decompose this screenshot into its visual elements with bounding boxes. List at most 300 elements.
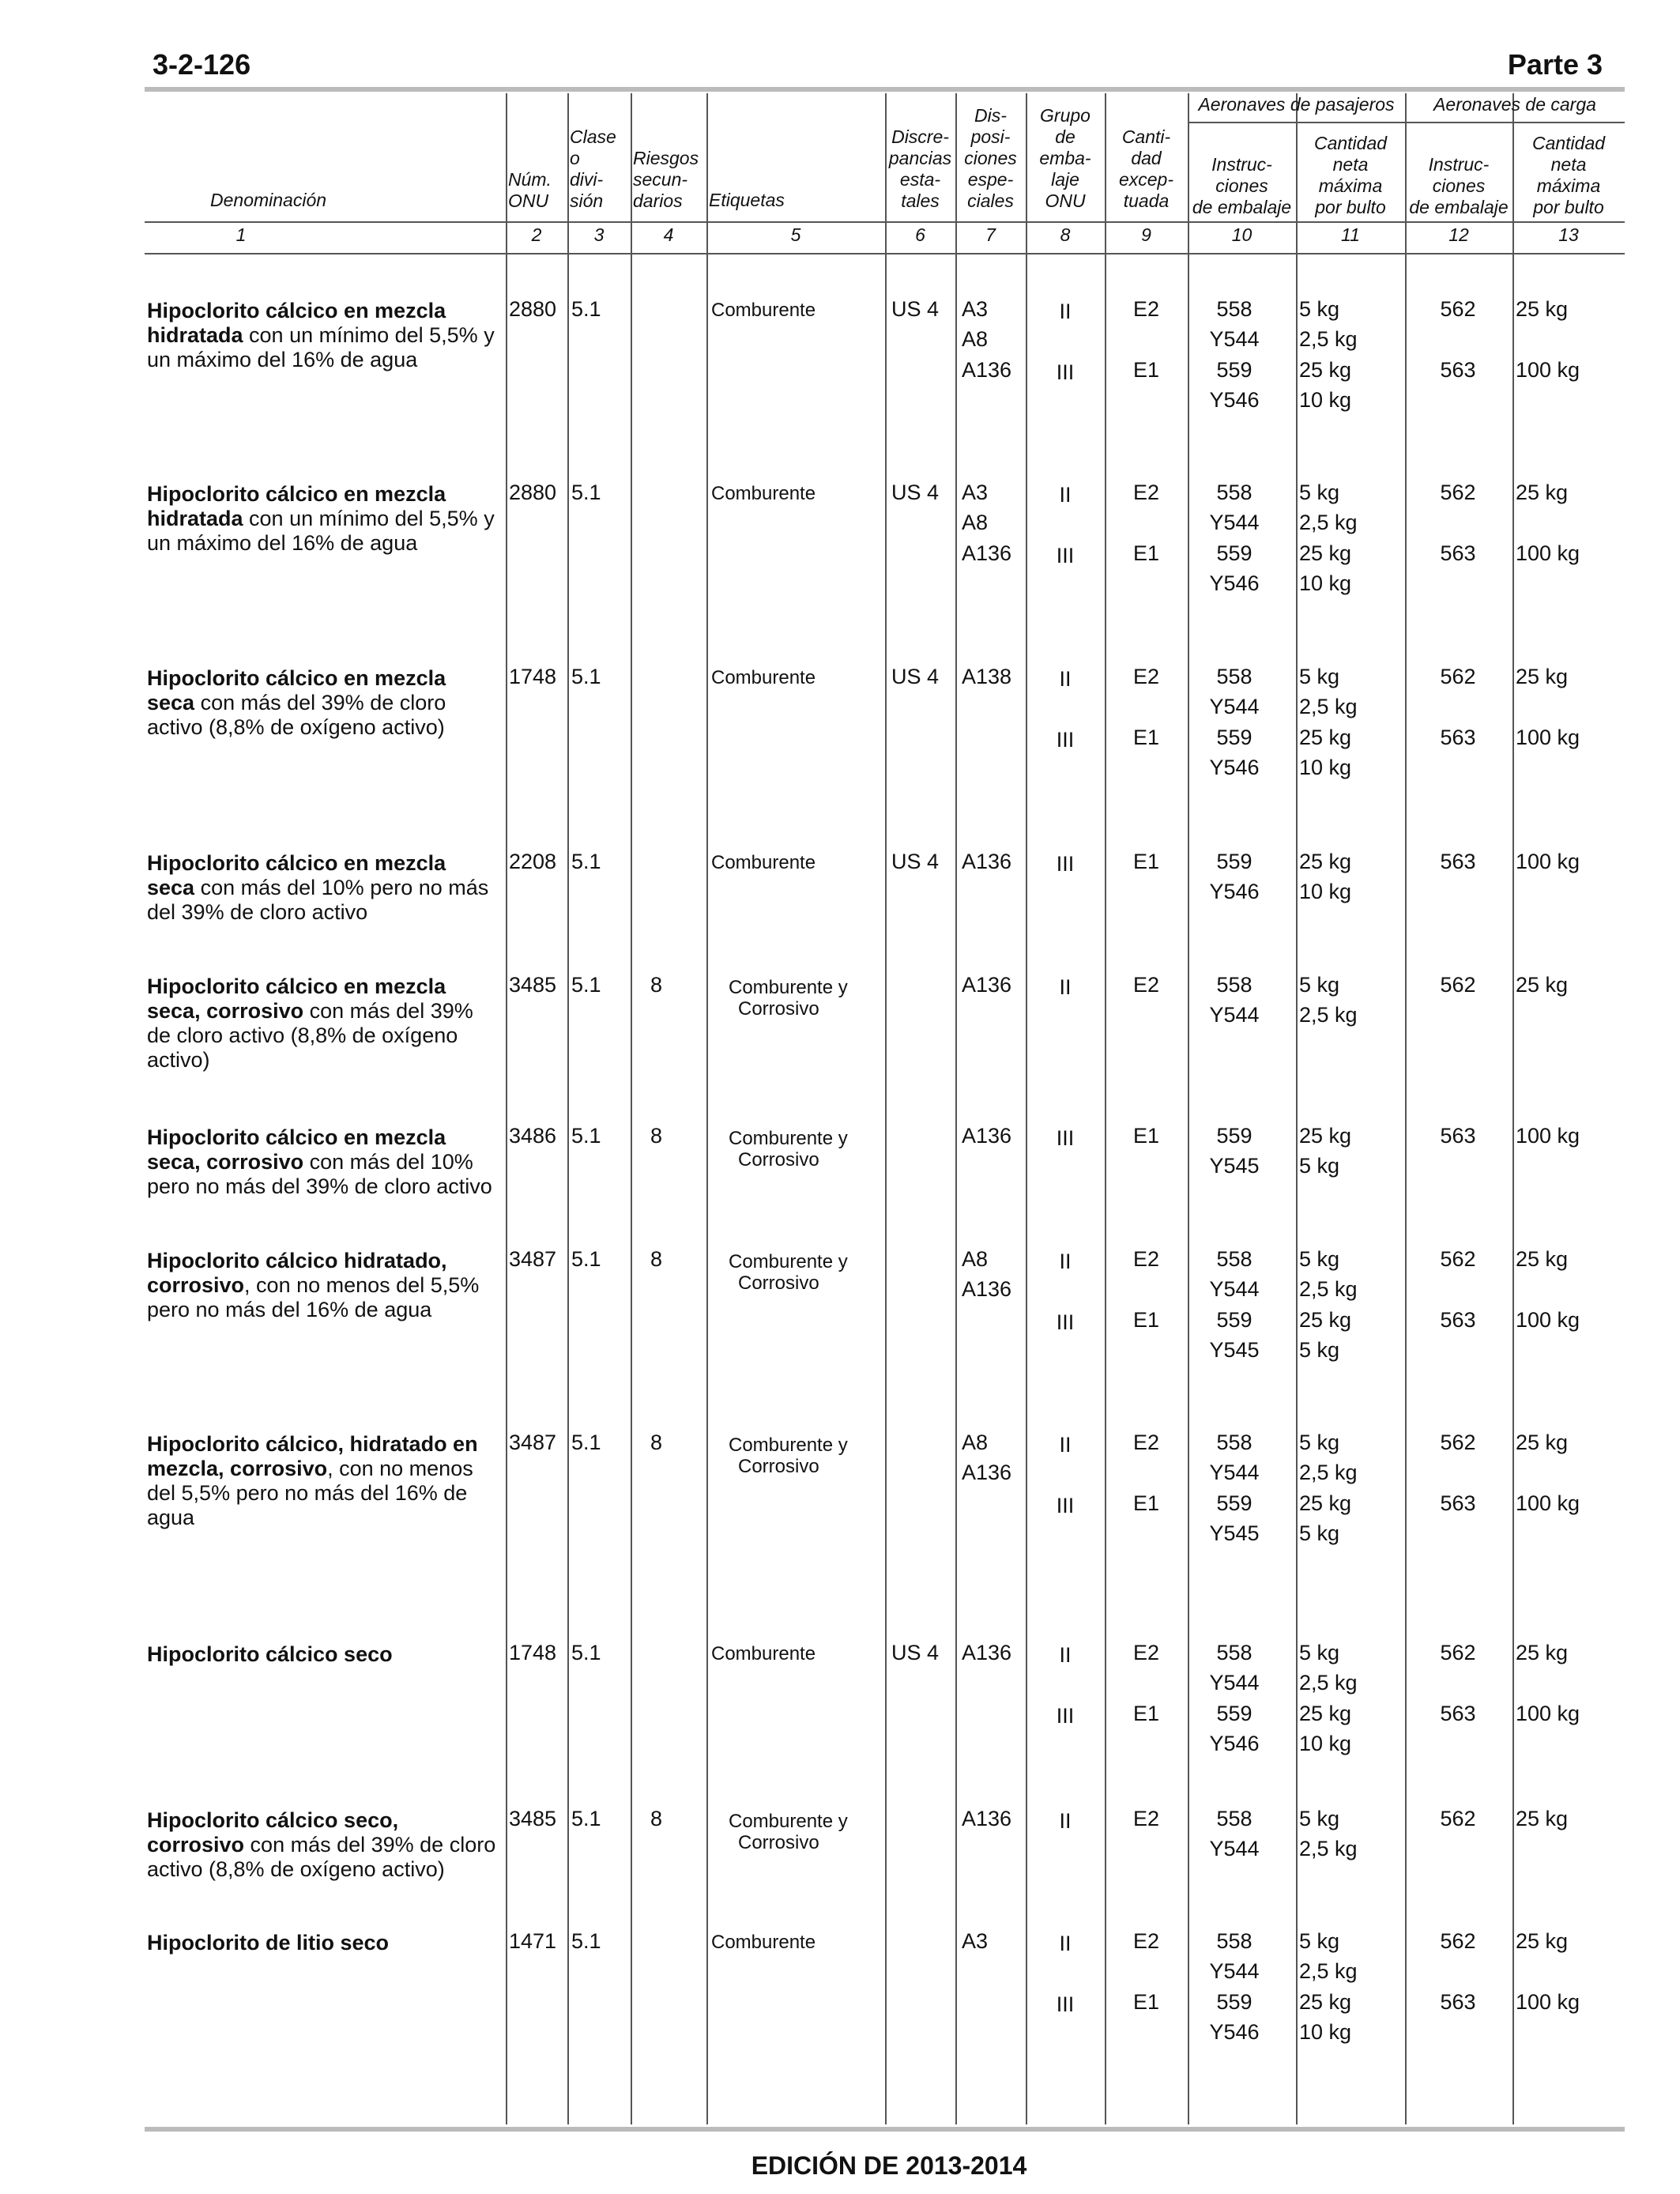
special-provision: A3 xyxy=(962,297,989,321)
substance-name xyxy=(147,1249,499,1322)
header-label: o xyxy=(570,148,580,168)
column-rule xyxy=(885,93,887,2124)
passenger-max-quantity: 5 kg xyxy=(1299,1929,1340,1953)
header-label: ciones xyxy=(1215,175,1268,196)
cargo-max-quantity: 100 kg xyxy=(1516,1702,1580,1725)
passenger-max-quantity: 2,5 kg xyxy=(1299,1959,1358,1983)
header-label: emba- xyxy=(1039,148,1091,168)
substance-name-bold: Hipoclorito cálcico en mezcla hidratada xyxy=(147,299,446,347)
header-label: Instruc- xyxy=(1211,154,1272,175)
substance-name xyxy=(147,666,499,740)
cargo-packing-instruction: 562 xyxy=(1440,1807,1476,1830)
passenger-max-quantity: 2,5 kg xyxy=(1299,1461,1358,1484)
excepted-quantity: E2 xyxy=(1132,665,1160,688)
header-label: dad xyxy=(1131,148,1162,168)
packing-group: III xyxy=(1056,1704,1075,1728)
passenger-max-quantity: 2,5 kg xyxy=(1299,695,1358,718)
packing-group: III xyxy=(1056,728,1075,752)
class-division: 5.1 xyxy=(571,481,601,504)
header-label: espe- xyxy=(967,169,1014,190)
packing-group: II xyxy=(1059,1932,1072,1955)
class-division: 5.1 xyxy=(571,1124,601,1148)
passenger-packing-instruction: 558 xyxy=(1216,665,1252,688)
cargo-packing-instruction: 562 xyxy=(1440,1247,1476,1271)
column-number: 10 xyxy=(1231,224,1252,245)
un-number: 3485 xyxy=(509,973,557,997)
packing-group: II xyxy=(1059,667,1072,691)
substance-name-detail: con un mínimo del 5,5% y un máximo del 16% de agua xyxy=(147,507,495,555)
substance-name-detail: con más del 39% de cloro activo (8,8% de oxígeno activo) xyxy=(147,1833,496,1881)
state-variation: US 4 xyxy=(891,1641,940,1664)
hazard-label: Comburente y xyxy=(729,1128,848,1149)
header-label: darios xyxy=(633,190,683,211)
class-division: 5.1 xyxy=(571,1641,601,1664)
class-division: 5.1 xyxy=(571,1929,601,1953)
passenger-packing-instruction: 558 xyxy=(1216,1641,1252,1664)
substance-name xyxy=(147,1808,499,1882)
packing-group: II xyxy=(1059,1250,1072,1273)
substance-name-bold: Hipoclorito cálcico en mezcla seca xyxy=(147,666,446,714)
passenger-max-quantity: 5 kg xyxy=(1299,1338,1340,1362)
subsidiary-risk: 8 xyxy=(650,1807,663,1830)
special-provision: A136 xyxy=(962,1641,1012,1664)
passenger-max-quantity: 25 kg xyxy=(1299,1491,1352,1515)
un-number: 1748 xyxy=(509,665,557,688)
excepted-quantity: E1 xyxy=(1132,1990,1160,2014)
subsidiary-risk: 8 xyxy=(650,1431,663,1454)
cargo-packing-instruction: 562 xyxy=(1440,481,1476,504)
cargo-max-quantity: 100 kg xyxy=(1516,541,1580,565)
passenger-packing-instruction: Y544 xyxy=(1209,327,1260,351)
passenger-max-quantity: 2,5 kg xyxy=(1299,1003,1358,1027)
special-provision: A8 xyxy=(962,1247,989,1271)
passenger-packing-instruction: 559 xyxy=(1216,1308,1252,1332)
special-provision: A8 xyxy=(962,1431,989,1454)
header-label: divi- xyxy=(570,169,604,190)
un-number: 2208 xyxy=(509,850,557,873)
passenger-packing-instruction: 559 xyxy=(1216,1124,1252,1148)
cargo-packing-instruction: 562 xyxy=(1440,297,1476,321)
header-label: neta xyxy=(1550,154,1587,175)
column-rule xyxy=(1296,93,1298,2124)
header-label: laje xyxy=(1051,169,1079,190)
header-label: Cantidad xyxy=(1313,133,1388,153)
special-provision: A138 xyxy=(962,665,1012,688)
header-label: de xyxy=(1055,126,1075,147)
header-label: Grupo xyxy=(1040,105,1090,126)
passenger-max-quantity: 5 kg xyxy=(1299,665,1340,688)
header-label: sión xyxy=(570,190,604,211)
substance-name-detail: con más del 10% pero no más del 39% de cloro activo xyxy=(147,876,489,924)
passenger-packing-instruction: Y545 xyxy=(1209,1338,1260,1362)
passenger-max-quantity: 5 kg xyxy=(1299,1641,1340,1664)
excepted-quantity: E1 xyxy=(1132,358,1160,382)
bottom-rule xyxy=(145,2127,1625,2132)
passenger-max-quantity: 5 kg xyxy=(1299,1807,1340,1830)
passenger-packing-instruction: Y546 xyxy=(1209,1732,1260,1755)
excepted-quantity: E2 xyxy=(1132,297,1160,321)
column-rule xyxy=(506,93,507,2124)
cargo-packing-instruction: 563 xyxy=(1440,358,1476,382)
header-label: por bulto xyxy=(1533,197,1604,217)
cargo-max-quantity: 25 kg xyxy=(1516,297,1569,321)
passenger-max-quantity: 25 kg xyxy=(1299,726,1352,749)
cargo-max-quantity: 25 kg xyxy=(1516,1247,1569,1271)
passenger-packing-instruction: Y546 xyxy=(1209,2020,1260,2044)
passenger-max-quantity: 5 kg xyxy=(1299,973,1340,997)
passenger-packing-instruction: 559 xyxy=(1216,1491,1252,1515)
packing-group: III xyxy=(1056,1494,1075,1517)
excepted-quantity: E1 xyxy=(1132,726,1160,749)
passenger-packing-instruction: 558 xyxy=(1216,1807,1252,1830)
excepted-quantity: E1 xyxy=(1132,850,1160,873)
cargo-max-quantity: 100 kg xyxy=(1516,726,1580,749)
header-label: máxima xyxy=(1536,175,1601,196)
substance-name-detail: con más del 39% de cloro activo (8,8% de oxígeno activo) xyxy=(147,999,473,1072)
substance-name-bold: Hipoclorito cálcico en mezcla seca, corrosivo xyxy=(147,974,446,1023)
un-number: 3486 xyxy=(509,1124,557,1148)
passenger-packing-instruction: 559 xyxy=(1216,1990,1252,2014)
passenger-packing-instruction: Y546 xyxy=(1209,571,1260,595)
substance-name xyxy=(147,299,499,372)
un-number: 3487 xyxy=(509,1431,557,1454)
packing-group: III xyxy=(1056,360,1075,384)
passenger-max-quantity: 25 kg xyxy=(1299,1990,1352,2014)
header-label: pancias xyxy=(888,148,952,168)
excepted-quantity: E2 xyxy=(1132,1641,1160,1664)
passenger-packing-instruction: Y544 xyxy=(1209,511,1260,534)
special-provision: A8 xyxy=(962,327,989,351)
substance-name-bold: Hipoclorito cálcico en mezcla hidratada xyxy=(147,482,446,530)
excepted-quantity: E2 xyxy=(1132,1431,1160,1454)
passenger-max-quantity: 5 kg xyxy=(1299,1247,1340,1271)
packing-group: II xyxy=(1059,1643,1072,1667)
substance-name-bold: Hipoclorito cálcico seco, corrosivo xyxy=(147,1808,399,1857)
column-rule xyxy=(1512,93,1514,2124)
passenger-max-quantity: 25 kg xyxy=(1299,358,1352,382)
excepted-quantity: E1 xyxy=(1132,1491,1160,1515)
packing-group: II xyxy=(1059,483,1072,507)
un-number: 3485 xyxy=(509,1807,557,1830)
state-variation: US 4 xyxy=(891,850,940,873)
excepted-quantity: E1 xyxy=(1132,1702,1160,1725)
passenger-max-quantity: 2,5 kg xyxy=(1299,511,1358,534)
cargo-packing-instruction: 563 xyxy=(1440,1491,1476,1515)
passenger-packing-instruction: 558 xyxy=(1216,1431,1252,1454)
class-division: 5.1 xyxy=(571,1807,601,1830)
passenger-packing-instruction: Y545 xyxy=(1209,1521,1260,1545)
cargo-max-quantity: 100 kg xyxy=(1516,1308,1580,1332)
special-provision: A3 xyxy=(962,1929,989,1953)
subsidiary-risk: 8 xyxy=(650,1247,663,1271)
passenger-packing-instruction: Y544 xyxy=(1209,1461,1260,1484)
passenger-packing-instruction: 558 xyxy=(1216,973,1252,997)
hazard-label: Comburente xyxy=(711,852,816,873)
un-number: 2880 xyxy=(509,297,557,321)
cargo-packing-instruction: 562 xyxy=(1440,1431,1476,1454)
passenger-packing-instruction: Y546 xyxy=(1209,756,1260,779)
passenger-max-quantity: 5 kg xyxy=(1299,1521,1340,1545)
class-division: 5.1 xyxy=(571,850,601,873)
passenger-packing-instruction: 559 xyxy=(1216,541,1252,565)
passenger-max-quantity: 2,5 kg xyxy=(1299,1837,1358,1860)
packing-group: II xyxy=(1059,300,1072,323)
substance-name-detail: con más del 10% pero no más del 39% de cloro activo xyxy=(147,1150,492,1198)
passenger-packing-instruction: Y544 xyxy=(1209,695,1260,718)
un-number: 2880 xyxy=(509,481,557,504)
packing-group: III xyxy=(1056,1126,1075,1150)
special-provision: A136 xyxy=(962,850,1012,873)
substance-name xyxy=(147,974,499,1072)
packing-group: III xyxy=(1056,852,1075,876)
top-rule xyxy=(145,87,1625,92)
cargo-max-quantity: 25 kg xyxy=(1516,1431,1569,1454)
passenger-max-quantity: 10 kg xyxy=(1299,880,1352,903)
state-variation: US 4 xyxy=(891,481,940,504)
excepted-quantity: E2 xyxy=(1132,973,1160,997)
header-label: posi- xyxy=(970,126,1011,147)
class-division: 5.1 xyxy=(571,297,601,321)
cargo-max-quantity: 25 kg xyxy=(1516,481,1569,504)
passenger-max-quantity: 5 kg xyxy=(1299,1154,1340,1178)
cargo-packing-instruction: 563 xyxy=(1440,541,1476,565)
column-rule xyxy=(631,93,632,2124)
special-provision: A136 xyxy=(962,358,1012,382)
packing-group: III xyxy=(1056,544,1075,567)
substance-name-detail: , con no menos del 5,5% pero no más del 16% de agua xyxy=(147,1273,480,1321)
passenger-max-quantity: 10 kg xyxy=(1299,571,1352,595)
column-number: 9 xyxy=(1141,224,1151,245)
cargo-packing-instruction: 563 xyxy=(1440,850,1476,873)
header-label: de embalaje xyxy=(1409,197,1509,217)
special-provision: A136 xyxy=(962,1124,1012,1148)
group-rule xyxy=(1188,122,1625,123)
column-number: 3 xyxy=(593,224,605,245)
header-label: tuada xyxy=(1123,190,1170,211)
special-provision: A136 xyxy=(962,1277,1012,1301)
header-label: ONU xyxy=(508,190,549,211)
passenger-max-quantity: 25 kg xyxy=(1299,1124,1352,1148)
passenger-packing-instruction: Y544 xyxy=(1209,1671,1260,1695)
cargo-max-quantity: 100 kg xyxy=(1516,358,1580,382)
hazard-label: Corrosivo xyxy=(738,998,819,1020)
edition-footer: EDICIÓN DE 2013-2014 xyxy=(751,2151,1027,2180)
cargo-packing-instruction: 563 xyxy=(1440,1702,1476,1725)
hazard-label: Corrosivo xyxy=(738,1832,819,1853)
column-number: 5 xyxy=(790,224,801,245)
state-variation: US 4 xyxy=(891,665,940,688)
passenger-max-quantity: 10 kg xyxy=(1299,2020,1352,2044)
passenger-packing-instruction: Y546 xyxy=(1209,388,1260,412)
excepted-quantity: E2 xyxy=(1132,1807,1160,1830)
special-provision: A8 xyxy=(962,511,989,534)
passenger-max-quantity: 25 kg xyxy=(1299,1702,1352,1725)
column-rule xyxy=(1405,93,1407,2124)
cargo-max-quantity: 25 kg xyxy=(1516,1641,1569,1664)
header-label: Instruc- xyxy=(1428,154,1490,175)
packing-group: II xyxy=(1059,1433,1072,1457)
substance-name-bold: Hipoclorito cálcico en mezcla seca xyxy=(147,851,446,899)
passenger-packing-instruction: 558 xyxy=(1216,1247,1252,1271)
cargo-max-quantity: 100 kg xyxy=(1516,1990,1580,2014)
excepted-quantity: E2 xyxy=(1132,1247,1160,1271)
header-etiquetas: Etiquetas xyxy=(709,190,785,210)
substance-name-bold: Hipoclorito cálcico, hidratado en mezcla, corrosivo xyxy=(147,1432,478,1480)
substance-name xyxy=(147,1125,499,1199)
header-label: Riesgos xyxy=(633,148,699,168)
excepted-quantity: E2 xyxy=(1132,481,1160,504)
header-label: secun- xyxy=(633,169,688,190)
header-label: ciales xyxy=(967,190,1014,211)
hazard-label: Comburente xyxy=(711,1932,816,1953)
part-label: Parte 3 xyxy=(1507,48,1603,81)
passenger-packing-instruction: 559 xyxy=(1216,850,1252,873)
header-label: por bulto xyxy=(1315,197,1386,217)
column-rule xyxy=(1188,93,1189,2124)
column-number: 8 xyxy=(1060,224,1071,245)
column-number: 12 xyxy=(1448,224,1469,245)
cargo-max-quantity: 25 kg xyxy=(1516,665,1569,688)
passenger-max-quantity: 2,5 kg xyxy=(1299,327,1358,351)
hazard-label: Comburente xyxy=(711,300,816,321)
special-provision: A136 xyxy=(962,1461,1012,1484)
subsidiary-risk: 8 xyxy=(650,973,663,997)
passenger-packing-instruction: 558 xyxy=(1216,297,1252,321)
cargo-max-quantity: 25 kg xyxy=(1516,973,1569,997)
header-label: de embalaje xyxy=(1192,197,1292,217)
hazard-label: Comburente xyxy=(711,483,816,504)
cargo-packing-instruction: 563 xyxy=(1440,726,1476,749)
column-rule xyxy=(567,93,569,2124)
header-label: tales xyxy=(901,190,940,211)
column-number: 11 xyxy=(1341,224,1360,245)
special-provision: A136 xyxy=(962,1807,1012,1830)
cargo-packing-instruction: 562 xyxy=(1440,1641,1476,1664)
substance-name-detail: con más del 39% de cloro activo (8,8% de oxígeno activo) xyxy=(147,691,446,739)
un-number: 1748 xyxy=(509,1641,557,1664)
excepted-quantity: E1 xyxy=(1132,1308,1160,1332)
special-provision: A3 xyxy=(962,481,989,504)
header-label: ciones xyxy=(964,148,1017,168)
passenger-packing-instruction: Y546 xyxy=(1209,880,1260,903)
column-number: 13 xyxy=(1558,224,1579,245)
header-label: Clase xyxy=(570,126,616,147)
header-label: esta- xyxy=(899,169,941,190)
passenger-max-quantity: 10 kg xyxy=(1299,1732,1352,1755)
substance-name xyxy=(147,482,499,556)
cargo-packing-instruction: 563 xyxy=(1440,1990,1476,2014)
hazard-label: Corrosivo xyxy=(738,1272,819,1294)
cargo-max-quantity: 25 kg xyxy=(1516,1807,1569,1830)
passenger-packing-instruction: 559 xyxy=(1216,1702,1252,1725)
hazard-label: Corrosivo xyxy=(738,1456,819,1477)
header-denominacion: Denominación xyxy=(210,190,327,210)
column-number: 6 xyxy=(915,224,925,245)
header-label: Núm. xyxy=(508,169,552,190)
number-rule xyxy=(145,253,1625,254)
passenger-packing-instruction: Y544 xyxy=(1209,1277,1260,1301)
substance-name-bold: Hipoclorito cálcico en mezcla seca, corrosivo xyxy=(147,1125,446,1174)
header-label: Cantidad xyxy=(1531,133,1606,153)
passenger-max-quantity: 10 kg xyxy=(1299,388,1352,412)
cargo-packing-instruction: 562 xyxy=(1440,973,1476,997)
passenger-max-quantity: 25 kg xyxy=(1299,541,1352,565)
passenger-max-quantity: 25 kg xyxy=(1299,1308,1352,1332)
passenger-packing-instruction: Y544 xyxy=(1209,1003,1260,1027)
hazard-label: Comburente xyxy=(711,667,816,688)
substance-name xyxy=(147,1432,499,1530)
passenger-max-quantity: 10 kg xyxy=(1299,756,1352,779)
passenger-aircraft-group: Aeronaves de pasajeros xyxy=(1198,94,1395,115)
cargo-max-quantity: 100 kg xyxy=(1516,1491,1580,1515)
hazard-label: Comburente y xyxy=(729,1811,848,1832)
passenger-packing-instruction: 558 xyxy=(1216,481,1252,504)
header-rule xyxy=(145,221,1625,223)
header-label: máxima xyxy=(1318,175,1383,196)
class-division: 5.1 xyxy=(571,973,601,997)
substance-name-bold: Hipoclorito cálcico seco xyxy=(147,1642,393,1666)
page-number: 3-2-126 xyxy=(153,48,251,81)
cargo-aircraft-group: Aeronaves de carga xyxy=(1433,94,1596,115)
passenger-packing-instruction: 558 xyxy=(1216,1929,1252,1953)
cargo-packing-instruction: 563 xyxy=(1440,1308,1476,1332)
packing-group: II xyxy=(1059,1809,1072,1833)
substance-name-bold: Hipoclorito cálcico hidratado, corrosivo xyxy=(147,1249,447,1297)
special-provision: A136 xyxy=(962,973,1012,997)
passenger-max-quantity: 5 kg xyxy=(1299,1431,1340,1454)
state-variation: US 4 xyxy=(891,297,940,321)
passenger-max-quantity: 5 kg xyxy=(1299,481,1340,504)
passenger-max-quantity: 2,5 kg xyxy=(1299,1277,1358,1301)
excepted-quantity: E1 xyxy=(1132,541,1160,565)
header-label: neta xyxy=(1332,154,1369,175)
cargo-max-quantity: 25 kg xyxy=(1516,1929,1569,1953)
column-number: 2 xyxy=(531,224,542,245)
substance-name-detail: con un mínimo del 5,5% y un máximo del 16% de agua xyxy=(147,323,495,371)
hazard-label: Comburente y xyxy=(729,1434,848,1456)
column-number: 1 xyxy=(235,224,247,245)
passenger-packing-instruction: Y544 xyxy=(1209,1837,1260,1860)
passenger-max-quantity: 2,5 kg xyxy=(1299,1671,1358,1695)
column-number: 4 xyxy=(663,224,674,245)
cargo-max-quantity: 100 kg xyxy=(1516,850,1580,873)
column-rule xyxy=(955,93,957,2124)
class-division: 5.1 xyxy=(571,1247,601,1271)
class-division: 5.1 xyxy=(571,1431,601,1454)
subsidiary-risk: 8 xyxy=(650,1124,663,1148)
un-number: 1471 xyxy=(509,1929,557,1953)
excepted-quantity: E1 xyxy=(1132,1124,1160,1148)
column-number: 7 xyxy=(985,224,996,245)
special-provision: A136 xyxy=(962,541,1012,565)
header-label: ONU xyxy=(1045,190,1086,211)
cargo-packing-instruction: 563 xyxy=(1440,1124,1476,1148)
header-label: Canti- xyxy=(1121,126,1171,147)
hazard-label: Comburente y xyxy=(729,977,848,998)
un-number: 3487 xyxy=(509,1247,557,1271)
packing-group: III xyxy=(1056,1992,1075,2016)
passenger-packing-instruction: 559 xyxy=(1216,358,1252,382)
hazard-label: Comburente y xyxy=(729,1251,848,1272)
substance-name-bold: Hipoclorito de litio seco xyxy=(147,1931,390,1955)
passenger-packing-instruction: Y545 xyxy=(1209,1154,1260,1178)
hazard-label: Comburente xyxy=(711,1643,816,1664)
header-label: Discre- xyxy=(891,126,949,147)
packing-group: II xyxy=(1059,975,1072,999)
class-division: 5.1 xyxy=(571,665,601,688)
packing-group: III xyxy=(1056,1310,1075,1334)
header-label: Dis- xyxy=(974,105,1007,126)
